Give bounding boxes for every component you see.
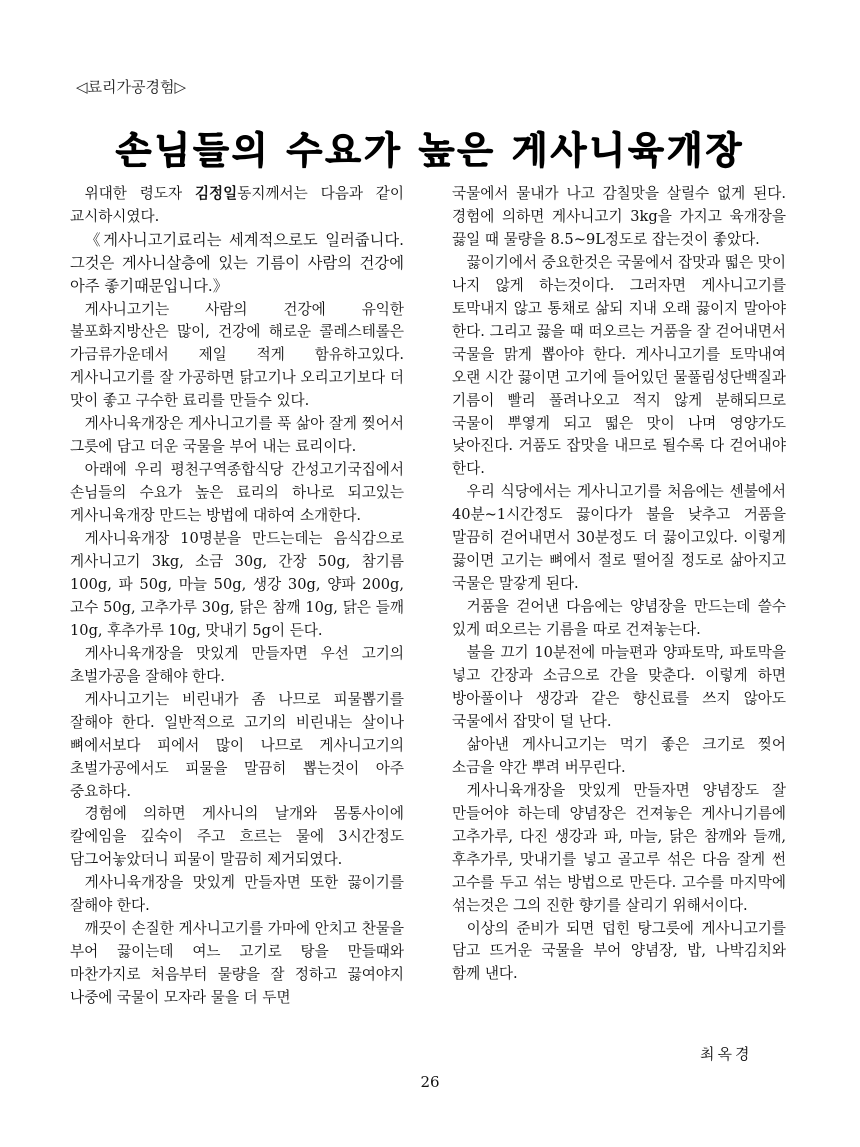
paragraph-continued: 국물에서 물내가 나고 감칠맛을 살릴수 없게 된다. 경험에 의하면 게사니고기 3kg을 가지고 육개장을 끓일 때 물량을 8.5~9L정도로 잡는것이 좋았다. [452,185,786,248]
paragraph: 경험에 의하면 게사니의 날개와 몸통사이에 칼에임을 깊숙이 주고 흐르는 물에 3시간정도 담그어놓았더니 피물이 말끔히 제거되였다. [70,805,404,869]
paragraph: 삶아낸 게사니고기는 먹기 좋은 크기로 찢어 소금을 약간 뿌려 버무린다. [452,735,786,776]
paragraph: 게사니고기는 사람의 건강에 유익한 불포화지방산은 많이, 건강에 해로운 콜레스테롤은 가금류가운데서 제일 적게 함유하고있다. 게사니고기를 잘 가공하면 닭고기나 오리고기보다 더 맛이 좋고 구수한 료리를 만들수 있다. [70,300,404,410]
paragraph: 게사니육개장을 맛있게 만들자면 우선 고기의 초벌가공을 잘해야 한다. [70,644,404,685]
paragraph: 끓이기에서 중요한것은 국물에서 잡맛과 떫은 맛이 나지 않게 하는것이다. 그러자면 게사니고기를 토막내지 않고 통채로 삶되 지내 오래 끓이지 말아야 한다. 그리고 끓을 때 떠오르는 거품을 잘 걷어내면서 국물을 맑게 뽑아야 한다. 게사니고기를 토막내여 오랜 시간 끓이면 고기에 들어있던 물풀림성단백질과 기름이 빨리 풀려나오고 적지 않게 분해되므로 국물이 뿌옇게 되고 떫은 맛이 나며 영양가도 낮아진다. 거품도 잡맛을 내므로 될수록 다 걷어내야 한다. [452,253,786,478]
leader-name: 김정일 [194,185,238,202]
paragraph-intro [70,183,404,229]
paragraph: 불을 끄기 10분전에 마늘편과 양파토막, 파토막을 넣고 간장과 소금으로 간을 맞춘다. 이렇게 하면 방아풀이나 생강과 같은 향신료를 쓰지 않아도 국물에서 잡맛이 덜 난다. [452,644,786,730]
section-label: ◁료리가공경험▷ [76,78,187,96]
paragraph: 깨끗이 손질한 게사니고기를 가마에 안치고 찬물을 부어 끓이는데 여느 고기로 탕을 만들때와 마찬가지로 처음부터 물량을 잘 정하고 끓여야지 나중에 국물이 모자라 물을 더 두면 [70,920,404,1007]
intro-text-start: 위대한 령도자 [84,185,195,202]
paragraph: 게사니육개장을 맛있게 만들자면 양념장도 잘 만들어야 하는데 양념장은 건져놓은 게사니기름에 고추가루, 다진 생강과 파, 마늘, 닭은 참깨와 들깨, 후추가루, 맛내기를 넣고 골고루 섞은 다음 잘게 썬 고수를 두고 섞는 방법으로 만든다. 고수를 마지막에 섞는것은 그의 진한 향기를 살리기 위해서이다. [452,781,786,914]
page-number: 26 [420,1073,440,1091]
paragraph: 거품을 걷어낸 다음에는 양념장을 만드는데 쓸수 있게 떠오르는 기름을 따로 건져놓는다. [452,598,786,639]
paragraph: 게사니고기는 비린내가 좀 나므로 피물뽑기를 잘해야 한다. 일반적으로 고기의 비린내는 살이나 뼈에서보다 피에서 많이 나므로 게사니고기의 초벌가공에서도 피물을 말끔히 뽑는것이 아주 중요하다. [70,690,404,800]
author-name: 최옥경 [700,1045,753,1063]
paragraph: 우리 식당에서는 게사니고기를 처음에는 센불에서 40분~1시간정도 끓이다가 불을 낮추고 거품을 말끔히 걷어내면서 30분정도 더 끓이고있다. 이렇게 끓이면 고기는 뼈에서 절로 떨어질 정도로 삶아지고 국물은 말갛게 된다. [452,483,786,593]
paragraph: 게사니육개장 10명분을 만드는데는 음식감으로 게사니고기 3kg, 소금 30g, 간장 50g, 참기름 100g, 파 50g, 마늘 50g, 생강 30g, 양파 200g, 고수 50g, 고추가루 30g, 닭은 참깨 10g, 닭은 들깨 10g, 후추가루 10g, 맛내기 5g이 든다. [70,530,404,639]
quote-paragraph: 《게사니고기료리는 세계적으로도 일러줍니다. 그것은 게사니살층에 있는 기름이 사람의 건강에 아주 좋기때문입니다.》 [70,230,404,296]
paragraph: 게사니육개장은 게사니고기를 푹 삶아 잘게 찢어서 그릇에 담고 더운 국물을 부어 내는 료리이다. [70,415,404,456]
paragraph: 게사니육개장을 맛있게 만들자면 또한 끓이기를 잘해야 한다. [70,874,404,915]
intro-text-end: 동지께서는 다음과 같이 교시하시였다. [70,185,404,225]
paragraph: 이상의 준비가 되면 덥힌 탕그릇에 게사니고기를 담고 뜨거운 국물을 부어 양념장, 밥, 나박김치와 함께 낸다. [452,919,786,983]
paragraph: 아래에 우리 평천구역종합식당 간성고기국집에서 손님들의 수요가 높은 료리의 하나로 되고있는 게사니육개장 만드는 방법에 대하여 소개한다. [70,461,404,525]
right-column [452,183,786,986]
left-column [70,183,404,1010]
article-title: 손님들의 수요가 높은 게사니육개장 [115,129,745,172]
